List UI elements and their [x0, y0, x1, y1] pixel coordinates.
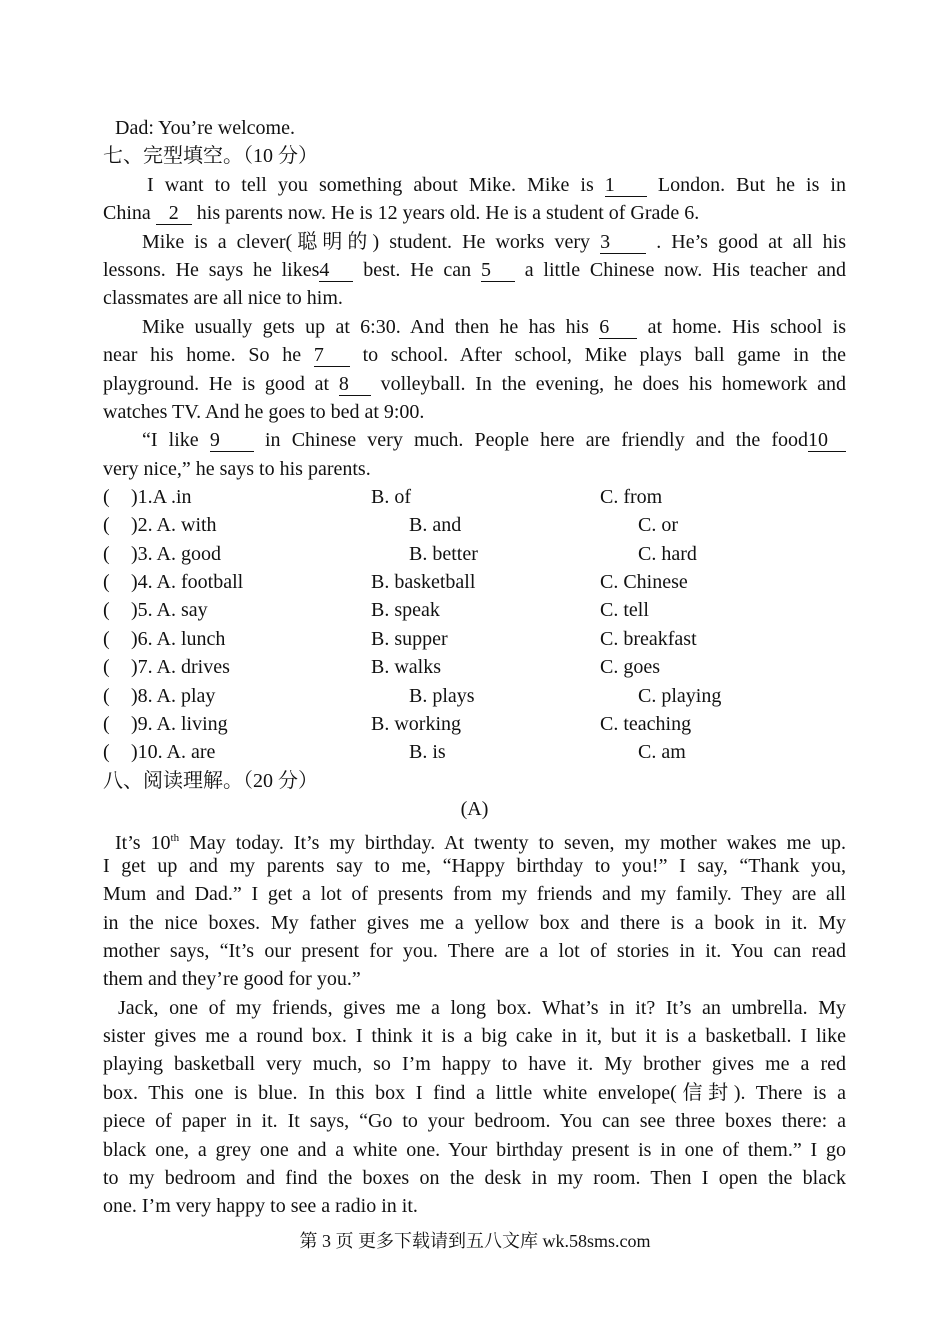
- question-option-c: C. goes: [600, 656, 660, 678]
- question-option-b: B. basketball: [371, 571, 476, 593]
- blank-1: 1: [605, 174, 647, 197]
- cloze-line: near his home. So he 7 to school. After school, Mike plays ball game in the: [103, 344, 847, 366]
- question-option-b: B. and: [409, 514, 462, 536]
- question-option-c: C. am: [638, 741, 686, 763]
- answer-paren: (: [103, 514, 110, 536]
- reading-line: piece of paper in it. It says, “Go to your bedroom. You can see three boxes there: a: [103, 1110, 846, 1132]
- cloze-line: Mike usually gets up at 6:30. And then he has his 6 at home. His school is: [142, 316, 846, 338]
- question-option-c: C. from: [600, 486, 663, 508]
- reading-line: mother says, “It’s our present for you. There are a lot of stories in it. You can read: [103, 940, 846, 962]
- answer-paren: (: [103, 543, 110, 565]
- reading-line: playing basketball very much, so I’m happy to have it. My brother gives me a red: [103, 1053, 846, 1075]
- page-footer: 第 3 页 更多下载请到五八文库 wk.58sms.com: [299, 1231, 651, 1251]
- question-option-c: C. tell: [600, 599, 649, 621]
- question-option-a: )4. A. football: [131, 571, 244, 593]
- blank-9: 9: [210, 429, 254, 452]
- dialogue-line: Dad: You’re welcome.: [115, 117, 295, 139]
- reading-line: them and they’re good for you.”: [103, 968, 361, 990]
- reading-line: It’s 10th May today. It’s my birthday. At twenty to seven, my mother wakes me up.: [115, 832, 846, 854]
- answer-paren: (: [103, 685, 110, 707]
- question-option-b: B. supper: [371, 628, 448, 650]
- reading-line: box. This one is blue. In this box I find a little white envelope(信封). There is a: [103, 1082, 846, 1104]
- cloze-line: classmates are all nice to him.: [103, 287, 343, 309]
- reading-line: black one, a grey one and a white one. Your birthday present is in one of them.” I go: [103, 1139, 846, 1161]
- cloze-line: Mike is a clever(聪明的) student. He works very 3 . He’s good at all his: [142, 231, 847, 253]
- reading-line: in the nice boxes. My father gives me a yellow box and there is a book in it. My: [103, 912, 846, 934]
- cloze-line: playground. He is good at 8 volleyball. In the evening, he does his homework and: [103, 373, 847, 395]
- reading-line: Mum and Dad.” I get a lot of presents from my friends and my family. They are all: [103, 883, 846, 905]
- question-option-c: C. breakfast: [600, 628, 697, 650]
- question-option-b: B. working: [371, 713, 461, 735]
- reading-line: one. I’m very happy to see a radio in it.: [103, 1195, 418, 1217]
- answer-paren: (: [103, 741, 110, 763]
- blank-8: 8: [339, 373, 371, 396]
- section-8-heading: 八、阅读理解。（20 分）: [103, 770, 318, 792]
- cloze-line: I want to tell you something about Mike. Mike is 1 London. But he is in: [147, 174, 846, 196]
- question-option-a: )7. A. drives: [131, 656, 230, 678]
- question-option-b: B. plays: [409, 685, 475, 707]
- answer-paren: (: [103, 571, 110, 593]
- question-option-a: )3. A. good: [131, 543, 221, 565]
- question-option-a: )5. A. say: [131, 599, 208, 621]
- cloze-line: China 2 his parents now. He is 12 years old. He is a student of Grade 6.: [103, 202, 700, 224]
- question-option-b: B. is: [409, 741, 446, 763]
- answer-paren: (: [103, 628, 110, 650]
- question-option-b: B. of: [371, 486, 411, 508]
- superscript: th: [170, 832, 180, 844]
- blank-6: 6: [599, 316, 637, 339]
- question-option-c: C. Chinese: [600, 571, 688, 593]
- question-option-c: C. playing: [638, 685, 722, 707]
- cloze-line: “I like 9 in Chinese very much. People here are friendly and the food10: [142, 426, 846, 454]
- question-option-c: C. teaching: [600, 713, 692, 735]
- question-option-a: )6. A. lunch: [131, 628, 226, 650]
- question-option-b: B. speak: [371, 599, 440, 621]
- cloze-line: watches TV. And he goes to bed at 9:00.: [103, 401, 425, 423]
- question-option-a: )1.A .in: [131, 486, 192, 508]
- answer-paren: (: [103, 713, 110, 735]
- reading-line: Jack, one of my friends, gives me a long box. What’s in it? It’s an umbrella. My: [118, 997, 846, 1019]
- blank-4: 4: [319, 259, 353, 282]
- answer-paren: (: [103, 486, 110, 508]
- cloze-line: lessons. He says he likes4 best. He can 5 a little Chinese now. His teacher and: [103, 259, 847, 281]
- question-option-a: )2. A. with: [131, 514, 217, 536]
- section-7-heading: 七、完型填空。（10 分）: [103, 145, 318, 167]
- cloze-line: very nice,” he says to his parents.: [103, 458, 371, 480]
- question-option-c: C. or: [638, 514, 678, 536]
- blank-10: 10: [808, 429, 846, 452]
- question-option-b: B. walks: [371, 656, 441, 678]
- reading-line: to my bedroom and find the boxes on the desk in my room. Then I open the black: [103, 1167, 846, 1189]
- question-option-c: C. hard: [638, 543, 697, 565]
- question-option-a: )9. A. living: [131, 713, 228, 735]
- reading-line: I get up and my parents say to me, “Happy birthday to you!” I say, “Thank you,: [103, 855, 846, 877]
- blank-2: 2: [156, 202, 192, 225]
- answer-paren: (: [103, 599, 110, 621]
- question-option-a: )10. A. are: [131, 741, 216, 763]
- blank-3: 3: [600, 231, 646, 254]
- question-option-a: )8. A. play: [131, 685, 216, 707]
- blank-5: 5: [481, 259, 515, 282]
- question-option-b: B. better: [409, 543, 478, 565]
- answer-paren: (: [103, 656, 110, 678]
- passage-label: (A): [460, 798, 489, 820]
- blank-7: 7: [314, 344, 350, 367]
- reading-line: sister gives me a round box. I think it is a big cake in it, but it is a basketball. I like: [103, 1025, 846, 1047]
